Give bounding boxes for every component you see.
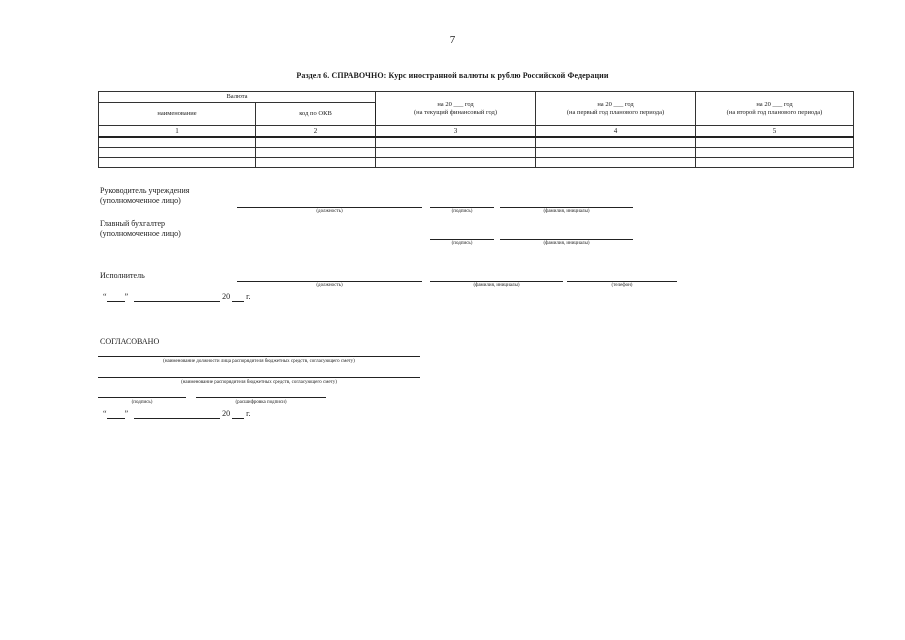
approval-date-year-suffix: г. [246,409,251,418]
head-signature-line[interactable] [430,207,494,208]
accountant-name-caption: (фамилия, инициалы) [543,241,590,246]
col-number-3: 3 [376,126,536,138]
accountant-signature-line[interactable] [430,239,494,240]
approval-date-year[interactable] [232,409,244,419]
col-current-year-line2: (на текущий финансовый год) [414,108,498,116]
page-number: 7 [449,34,456,46]
head-label-line1: Руководитель учреждения [100,186,190,195]
executor-name-line[interactable] [430,281,563,282]
head-position-caption: (должность) [316,209,343,214]
table-cell[interactable] [376,137,536,148]
executor-date-day[interactable] [107,292,125,302]
head-label-line2: (уполномоченное лицо) [100,196,181,205]
table-cell[interactable] [376,148,536,158]
approval-date-month[interactable] [134,409,220,419]
accountant-label-line2: (уполномоченное лицо) [100,229,181,238]
head-signature-caption: (подпись) [451,209,473,214]
currency-header-cell: Валюта [99,92,376,103]
approval-date: “ ” 20 г. [103,409,251,418]
approval-org-line[interactable] [98,377,420,378]
table-cell[interactable] [696,148,854,158]
col-first-plan-year-header [536,92,696,126]
executor-date-year-suffix: г. [246,292,251,301]
accountant-label [100,219,181,239]
table-cell[interactable] [376,158,536,168]
table-cell[interactable] [256,148,376,158]
executor-date-month[interactable] [134,292,220,302]
table-cell[interactable] [256,158,376,168]
table-cell[interactable] [536,148,696,158]
approval-title: СОГЛАСОВАНО [100,337,160,346]
col-second-plan-year-header [696,92,854,126]
executor-name-caption: (фамилия, инициалы) [473,283,520,288]
approval-date-day[interactable] [107,409,125,419]
executor-date-year-prefix: 20 [222,292,231,301]
approval-decode-caption: (расшифровка подписи) [235,400,287,405]
approval-signature-caption: (подпись) [131,400,153,405]
executor-phone-caption: (телефон) [611,283,633,288]
col-number-5: 5 [696,126,854,138]
approval-decode-line[interactable] [196,397,326,398]
head-position-line[interactable] [237,207,422,208]
table-row [99,137,854,148]
table-row [99,148,854,158]
col-current-year-header [376,92,536,126]
executor-position-caption: (должность) [316,283,343,288]
table-cell[interactable] [536,137,696,148]
col-number-1: 1 [99,126,256,138]
head-label [100,186,189,206]
table-cell[interactable] [536,158,696,168]
executor-label: Исполнитель [100,271,145,280]
head-name-caption: (фамилия, инициалы) [543,209,590,214]
col-number-4: 4 [536,126,696,138]
col-first-plan-year-line2: (на первый год планового периода) [566,108,665,116]
accountant-signature-caption: (подпись) [451,241,473,246]
executor-date: “ ” 20 г. [103,292,251,301]
table-cell[interactable] [696,158,854,168]
executor-date-year[interactable] [232,292,244,302]
col-first-plan-year-line1: на 20 ___ год [597,100,634,108]
col-second-plan-year-line1: на 20 ___ год [756,100,793,108]
approval-position-caption: (наименование должности лица распорядителя бюджетных средств, согласующего смету) [163,359,355,364]
col-number-2: 2 [256,126,376,138]
col-code-header: код по ОКВ [256,103,376,126]
section-title: Раздел 6. СПРАВОЧНО: Курс иностранной валюты к рублю Российской Федерации [296,71,609,80]
table-cell[interactable] [99,158,256,168]
table-row [99,158,854,168]
table-cell[interactable] [256,137,376,148]
executor-position-line[interactable] [237,281,422,282]
approval-signature-line[interactable] [98,397,186,398]
accountant-label-line1: Главный бухгалтер [100,219,165,228]
approval-position-line[interactable] [98,356,420,357]
head-name-line[interactable] [500,207,633,208]
executor-phone-line[interactable] [567,281,677,282]
currency-rate-table [98,91,854,168]
col-current-year-line1: на 20 ___ год [437,100,474,108]
accountant-name-line[interactable] [500,239,633,240]
table-cell[interactable] [99,148,256,158]
table-cell[interactable] [99,137,256,148]
table-cell[interactable] [696,137,854,148]
approval-org-caption: (наименование распорядителя бюджетных средств, согласующего смету) [181,380,337,385]
approval-date-year-prefix: 20 [222,409,231,418]
col-name-header: наименование [99,103,256,126]
col-second-plan-year-line2: (на второй год планового периода) [726,108,823,116]
